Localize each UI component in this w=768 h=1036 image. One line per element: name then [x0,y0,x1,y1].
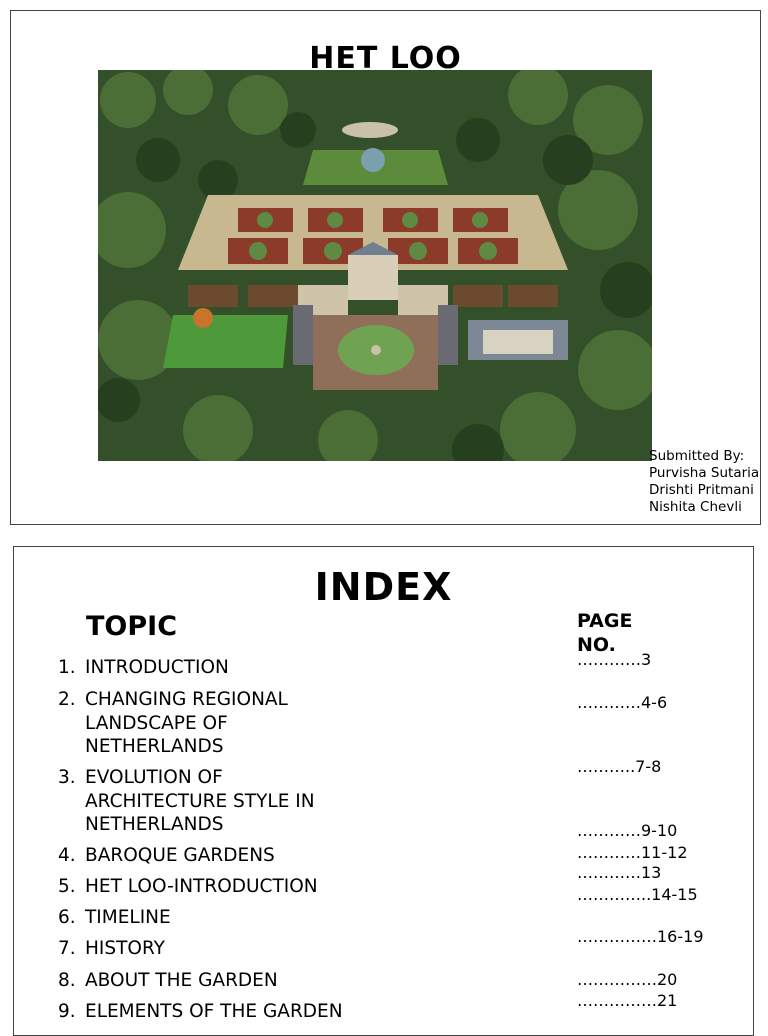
page-number: …………9-10 [577,821,678,840]
item-text: HET LOO-INTRODUCTION [85,876,318,897]
author-name: Purvisha Sutaria [649,465,760,481]
index-slide [13,546,754,1036]
author-name: Nishita Chevli [649,499,742,515]
page-number: …………..14-15 [577,885,698,904]
submitted-by-block [649,448,759,516]
item-number: 1. [58,657,76,678]
page-header-line: PAGE [577,610,633,632]
item-text: BAROQUE GARDENS [85,845,275,866]
het-loo-aerial-photo [98,70,652,461]
title-slide [10,10,761,525]
item-text: EVOLUTION OF ARCHITECTURE STYLE IN NETHERLANDS [85,767,315,835]
item-text: ELEMENTS OF THE GARDEN [85,1001,343,1022]
page-number: ……………16-19 [577,927,704,946]
page-number: …………3 [577,650,652,669]
item-text: CHANGING REGIONAL LANDSCAPE OF NETHERLANDS [85,689,288,757]
author-name: Drishti Pritmani [649,482,754,498]
page-number: …………4-6 [577,693,668,712]
item-number: 8. [58,970,76,991]
item-number: 5. [58,876,76,897]
item-number: 2. [58,689,76,710]
item-number: 6. [58,907,76,928]
index-title: INDEX [314,565,453,609]
item-text: ABOUT THE GARDEN [85,970,278,991]
page-number: …………11-12 [577,843,688,862]
page-number: ………..7-8 [577,757,662,776]
item-text: HISTORY [85,938,165,959]
item-text: INTRODUCTION [85,657,229,678]
slide-title: HET LOO [309,41,462,76]
page-number: ……………20 [577,970,678,989]
item-text: TIMELINE [85,907,171,928]
item-number: 7. [58,938,76,959]
item-number: 3. [58,767,76,788]
topic-column-header: TOPIC [86,611,178,642]
page-number: ……………21 [577,991,678,1010]
submitted-by-label: Submitted By: [649,448,745,464]
item-number: 4. [58,845,76,866]
item-number: 9. [58,1001,76,1022]
page-number: …………13 [577,863,662,882]
page-header-line: NO. [577,634,616,656]
